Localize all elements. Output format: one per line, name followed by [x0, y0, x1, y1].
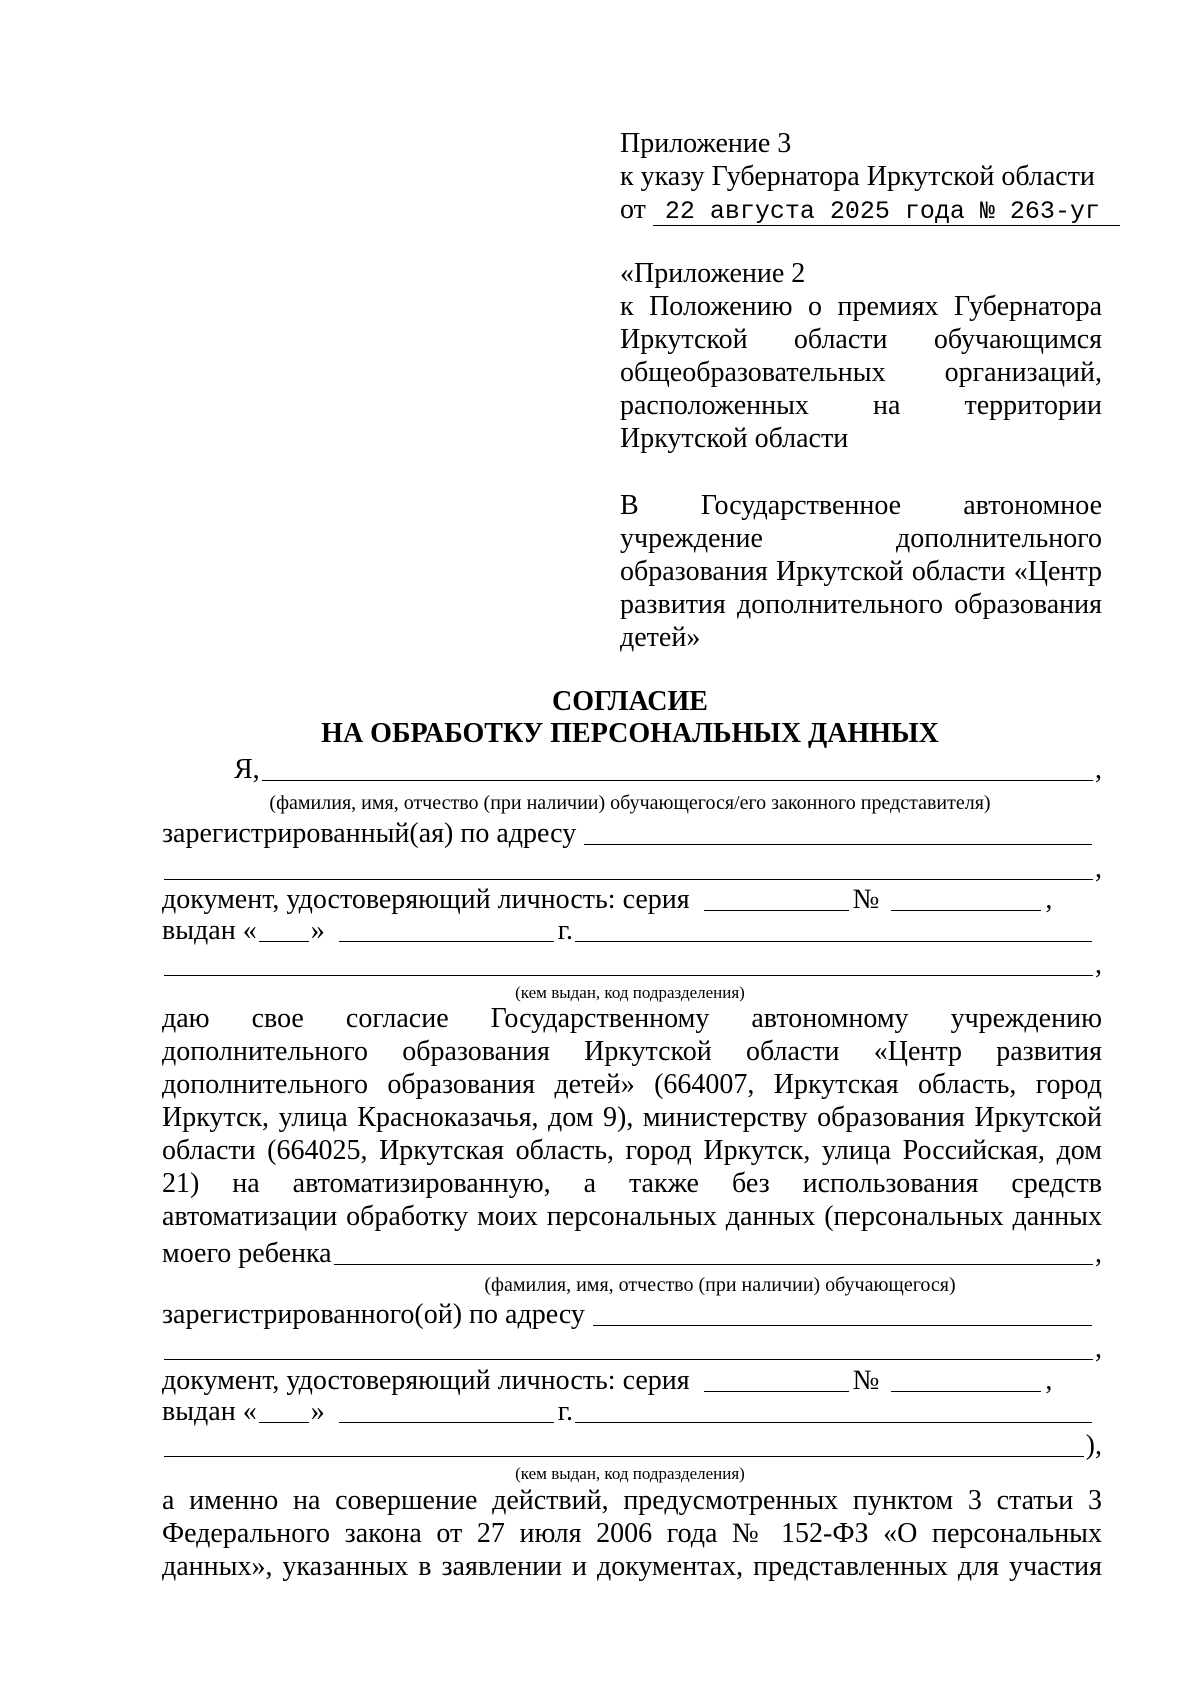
consent-line-5: области (664025, Иркутская область, город Иркутск, улица Российская, дом	[162, 1135, 1102, 1166]
child-address-field-2[interactable]	[164, 1359, 1093, 1360]
series-field[interactable]	[704, 910, 849, 911]
child-name-field[interactable]	[334, 1264, 1093, 1265]
final-line-1: а именно на совершение действий, предусмотренных пунктом 3 статьи 3	[162, 1485, 1102, 1516]
year-label: г.	[557, 915, 574, 946]
child-issued-row-2	[162, 1430, 1102, 1462]
number-field[interactable]	[891, 910, 1041, 911]
recipient-line-1: В Государственное автономное	[620, 490, 1102, 521]
applicant-name-row	[162, 754, 1102, 786]
number-sign: №	[852, 884, 880, 915]
comma: ,	[1045, 884, 1053, 915]
appendix2-line-5: Иркутской области	[620, 423, 849, 454]
appendix2-line-1: к Положению о премиях Губернатора	[620, 291, 1102, 322]
comma: ,	[1095, 754, 1102, 785]
appendix3-heading: Приложение 3	[620, 128, 792, 159]
child-issued-close: »	[310, 1396, 325, 1427]
recipient-line-4: развития дополнительного образования	[620, 589, 1102, 620]
appendix2-line-2: Иркутской области обучающимся	[620, 324, 1102, 355]
child-document-label: документ, удостоверяющий личность: серия	[162, 1365, 690, 1396]
comma: ,	[1045, 1365, 1053, 1396]
comma: ,	[1095, 949, 1102, 980]
appendix2-heading: «Приложение 2	[620, 258, 806, 289]
appendix3-block	[620, 127, 1102, 226]
comma: ,	[1095, 1238, 1102, 1269]
consent-line-1: даю свое согласие Государственному автономному учреждению	[162, 1003, 1102, 1034]
address-row	[162, 818, 1102, 850]
consent-line-6: 21) на автоматизированную, а также без использования средств	[162, 1168, 1102, 1199]
issued-by-field-2[interactable]	[164, 975, 1093, 976]
recipient-block	[620, 489, 1102, 654]
caption-child-fio: (фамилия, имя, отчество (при наличии) обучающегося)	[484, 1274, 956, 1296]
appendix2-line-3: общеобразовательных организаций,	[620, 357, 1102, 388]
consent-line-7: автоматизации обработку моих персональных данных (персональных данных	[162, 1201, 1102, 1232]
final-line-2: Федерального закона от 27 июля 2006 года № 152-ФЗ «О персональных	[162, 1518, 1102, 1549]
child-address-row-2	[162, 1333, 1102, 1365]
consent-line-3: дополнительного образования детей» (664007, Иркутская область, город	[162, 1069, 1102, 1100]
child-label: моего ребенка	[162, 1238, 332, 1269]
recipient-line-3: образования Иркутской области «Центр	[620, 556, 1102, 587]
issued-label: выдан «	[162, 915, 257, 946]
consent-paragraph	[162, 1002, 1102, 1233]
applicant-name-field[interactable]	[262, 780, 1093, 781]
consent-line-2: дополнительного образования Иркутской области «Центр развития	[162, 1036, 1102, 1067]
issued-month-field[interactable]	[339, 941, 554, 942]
child-name-row	[162, 1238, 1102, 1270]
caption-applicant-fio: (фамилия, имя, отчество (при наличии) обучающегося/его законного представителя)	[269, 792, 991, 814]
recipient-line-2: учреждение дополнительного	[620, 523, 1102, 554]
registered-child-label: зарегистрированного(ой) по адресу	[162, 1299, 585, 1330]
title-line-2: НА ОБРАБОТКУ ПЕРСОНАЛЬНЫХ ДАННЫХ	[321, 718, 939, 749]
issued-row-2	[162, 949, 1102, 981]
child-issued-row	[162, 1396, 1102, 1428]
issued-by-field[interactable]	[575, 941, 1092, 942]
document-row	[162, 884, 1102, 916]
issued-day-field[interactable]	[259, 941, 309, 942]
child-issued-by-field[interactable]	[575, 1422, 1092, 1423]
caption-child-issued-by: (кем выдан, код подразделения)	[515, 1464, 745, 1483]
child-issued-day-field[interactable]	[259, 1422, 309, 1423]
child-issued-month-field[interactable]	[339, 1422, 554, 1423]
child-document-row	[162, 1365, 1102, 1397]
consent-line-4: Иркутск, улица Красноказачья, дом 9), министерству образования Иркутской	[162, 1102, 1102, 1133]
child-issued-label: выдан «	[162, 1396, 257, 1427]
address-row-2	[162, 853, 1102, 885]
closing-paren: ),	[1085, 1430, 1102, 1461]
child-series-field[interactable]	[704, 1391, 849, 1392]
child-number-sign: №	[852, 1365, 880, 1396]
caption-issued-by: (кем выдан, код подразделения)	[515, 983, 745, 1002]
child-number-field[interactable]	[891, 1391, 1041, 1392]
appendix2-line-4: расположенных на территории	[620, 390, 1102, 421]
address-field-2[interactable]	[164, 879, 1093, 880]
document-title	[160, 686, 1100, 750]
final-paragraph	[162, 1484, 1102, 1583]
issued-row	[162, 915, 1102, 947]
comma: ,	[1095, 853, 1102, 884]
recipient-line-5: детей»	[620, 622, 701, 653]
final-line-3: данных», указанных в заявлении и документах, представленных для участия	[162, 1551, 1102, 1582]
child-address-row	[162, 1299, 1102, 1331]
issued-close: »	[310, 915, 325, 946]
appendix2-block	[620, 257, 1102, 455]
child-issued-by-field-2[interactable]	[164, 1456, 1084, 1457]
comma: ,	[1095, 1333, 1102, 1364]
i-label: Я,	[234, 754, 260, 785]
title-line-1: СОГЛАСИЕ	[552, 686, 708, 717]
registered-label: зарегистрированный(ая) по адресу	[162, 818, 577, 849]
child-year-label: г.	[557, 1396, 574, 1427]
decree-date-line	[620, 193, 1102, 226]
address-field[interactable]	[584, 844, 1092, 845]
document-label: документ, удостоверяющий личность: серия	[162, 884, 690, 915]
from-label: от	[620, 194, 646, 225]
child-address-field[interactable]	[593, 1325, 1092, 1326]
to-decree-line: к указу Губернатора Иркутской области	[620, 161, 1095, 192]
decree-date-field: 22 августа 2025 года № 263-уг	[653, 199, 1120, 226]
